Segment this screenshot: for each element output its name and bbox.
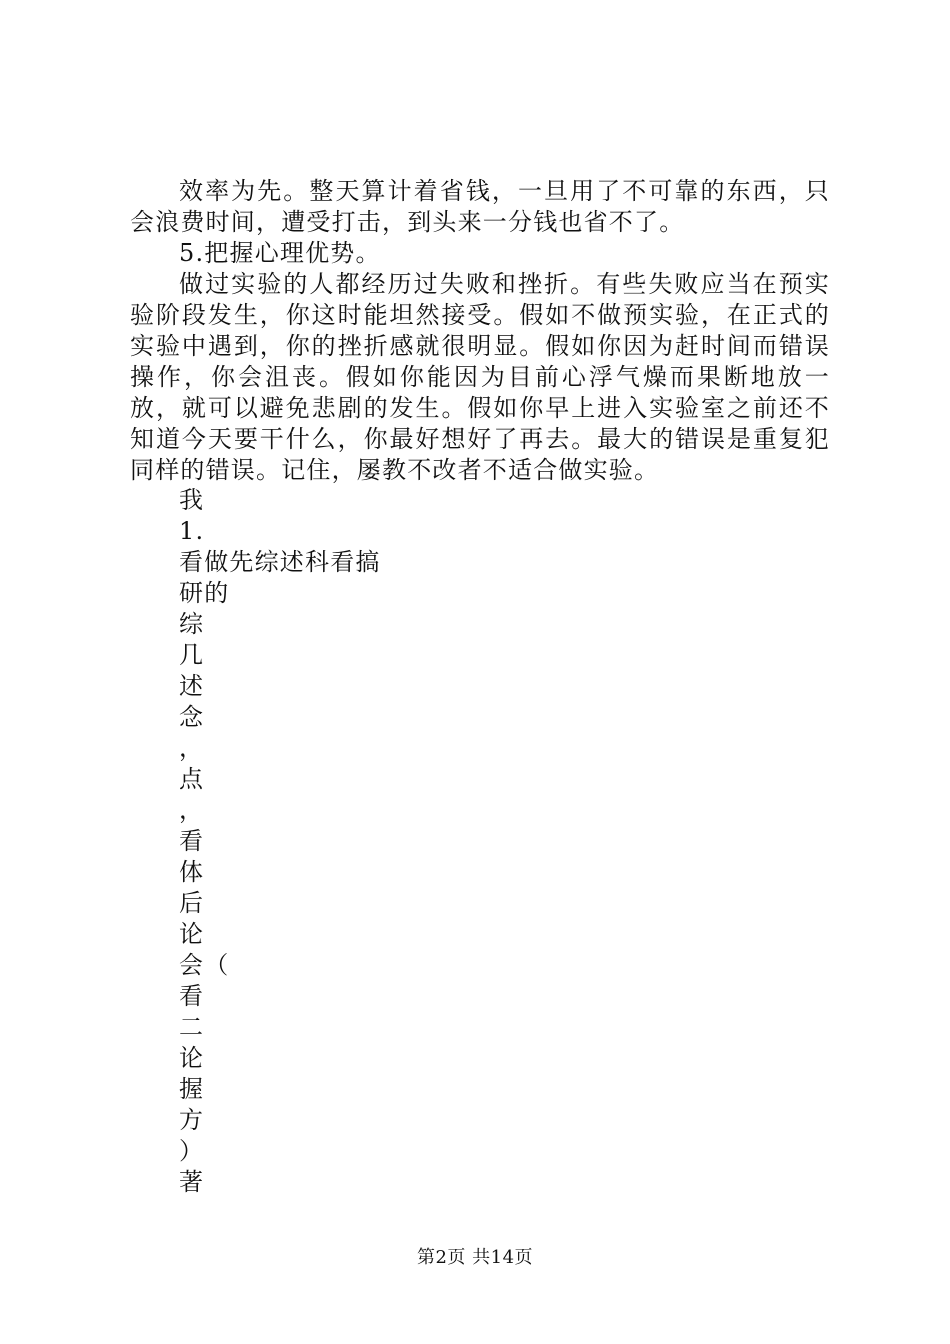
text-line: 1. (179, 517, 205, 545)
text-line: 体 (179, 858, 205, 886)
text-line: 我 (179, 486, 205, 514)
text-line: 会（ (179, 951, 230, 979)
fragmented-text-column (179, 485, 381, 1198)
paragraph-efficiency: 效率为先。整天算计着省钱，一旦用了不可靠的东西，只会浪费时间，遭受打击，到头来一分钱也省不了。 (130, 177, 830, 236)
text-line: 看做先综述科看搞 (179, 548, 381, 576)
text-line: 著 (179, 1168, 205, 1196)
text-line: 研的 (179, 579, 230, 607)
page-number-footer: 第2页 共14页 (416, 1247, 534, 1268)
text-line: 综 (179, 610, 205, 638)
body-text (130, 176, 830, 486)
text-line: 方 (179, 1106, 205, 1134)
text-line: 握 (179, 1075, 205, 1103)
paragraph-psychological-advantage: 做过实验的人都经历过失败和挫折。有些失败应当在预实验阶段发生，你这时能坦然接受。假如不做预实验，在正式的实验中遇到，你的挫折感就很明显。假如你因为赶时间而错误操作，你会沮丧。假如你能因为目前心浮气燥而果断地放一放，就可以避免悲剧的发生。假如你早上进入实验室之前还不知道今天要干什么，你最好想好了再去。最大的错误是重复犯同样的错误。记住，屡教不改者不适合做实验。 (130, 270, 830, 484)
text-line: 述 (179, 672, 205, 700)
text-line: 论 (179, 1044, 205, 1072)
text-line: 点 (179, 765, 205, 793)
text-line: ， (179, 796, 205, 824)
text-line: 几 (179, 641, 205, 669)
text-line: 后 (179, 889, 205, 917)
text-line: 二 (179, 1013, 205, 1041)
text-line: 看 (179, 827, 205, 855)
text-line: 看 (179, 982, 205, 1010)
text-line: 论 (179, 920, 205, 948)
text-line: ， (179, 734, 205, 762)
text-line: 念 (179, 703, 205, 731)
text-line: ） (179, 1137, 205, 1165)
section-heading-5: 5.把握心理优势。 (179, 239, 381, 267)
